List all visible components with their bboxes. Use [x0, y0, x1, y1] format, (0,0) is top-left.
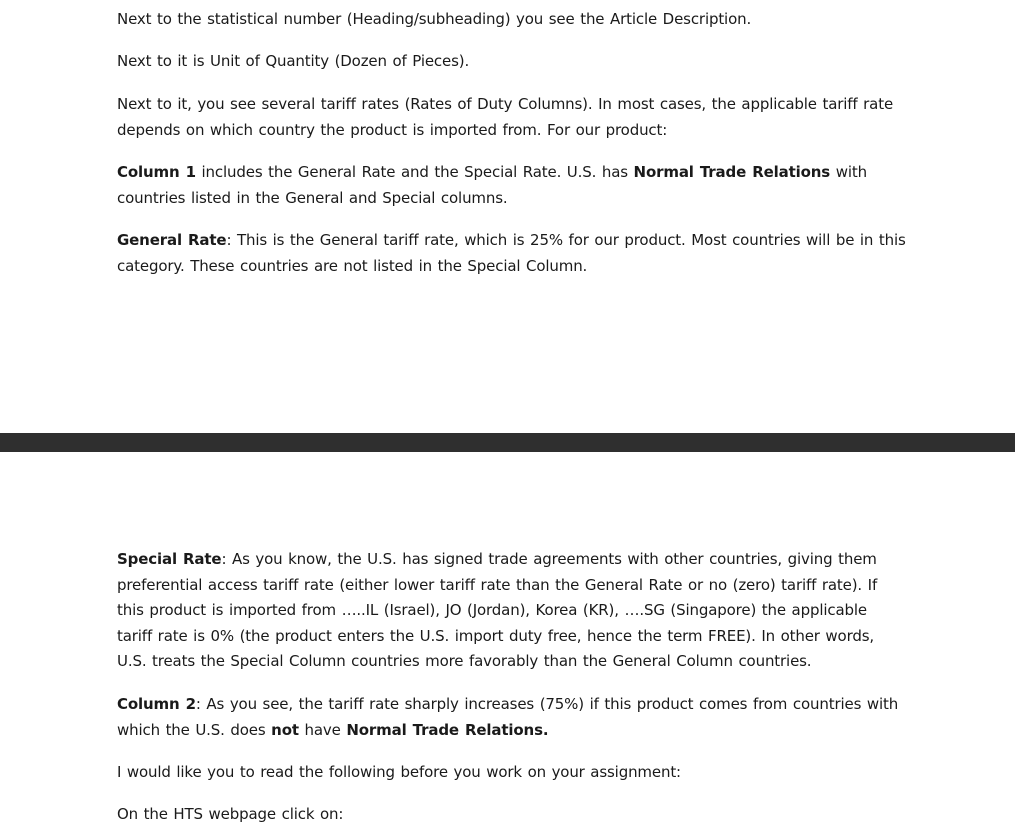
paragraph-text: with countries listed in the General and Special columns. [117, 163, 867, 207]
paragraph-text: : As you know, the U.S. has signed trade agreements with other countries, giving them preferential access tariff rate (either lower tariff rate than the General Rate or no (zero) tariff rate). If this product is imported from …..IL (Israel), JO (Jordan), Korea (KR), ….SG (Singapore) the applicable tariff rate is 0% (the product enters the U.S. import duty free, hence the term FREE). In other words, U.S. treats the Special Column countries more favorably than the General Column countries. [117, 550, 878, 670]
paragraph-text: : This is the General tariff rate, which is 25% for our product. Most countries will be in this category. These countries are not listed in the Special Column. [117, 231, 906, 275]
bold-term-column-1: Column 1 [117, 163, 196, 181]
document-page-2 [0, 452, 1015, 837]
paragraph-unit-of-quantity [117, 49, 907, 75]
paragraph-tariff-rates [117, 92, 907, 143]
bold-term-special-rate: Special Rate [117, 550, 222, 568]
paragraph-hts-webpage [117, 802, 907, 828]
paragraph-text: Next to the statistical number (Heading/subheading) you see the Article Description. [117, 10, 752, 28]
paragraph-text: have [298, 720, 347, 739]
paragraph-special-rate [117, 547, 907, 675]
bold-term-general-rate: General Rate [117, 231, 227, 249]
paragraph-text: includes the General Rate and the Special Rate. U.S. has [195, 163, 634, 181]
paragraph-article-description [117, 7, 907, 33]
bold-term-not: not [271, 720, 299, 739]
paragraph-text: Next to it is Unit of Quantity (Dozen of Pieces). [117, 52, 470, 70]
bold-term-column-2: Column 2 [117, 695, 196, 713]
page-separator [0, 433, 1015, 452]
paragraph-column-2 [117, 692, 907, 743]
paragraph-read-following [117, 760, 907, 786]
paragraph-general-rate [117, 228, 907, 279]
paragraph-text: On the HTS webpage click on: [117, 805, 344, 823]
paragraph-column-1 [117, 160, 907, 211]
paragraph-text: : As you see, the tariff rate sharply increases (75%) if this product comes from countries with which the U.S. does [117, 695, 899, 739]
paragraph-text: I would like you to read the following before you work on your assignment: [117, 763, 681, 781]
bold-term-normal-trade-relations: Normal Trade Relations [633, 163, 831, 181]
paragraph-text: Next to it, you see several tariff rates (Rates of Duty Columns). In most cases, the applicable tariff rate depends on which country the product is imported from. For our product: [117, 95, 894, 139]
bold-term-normal-trade-relations: Normal Trade Relations. [346, 720, 549, 739]
